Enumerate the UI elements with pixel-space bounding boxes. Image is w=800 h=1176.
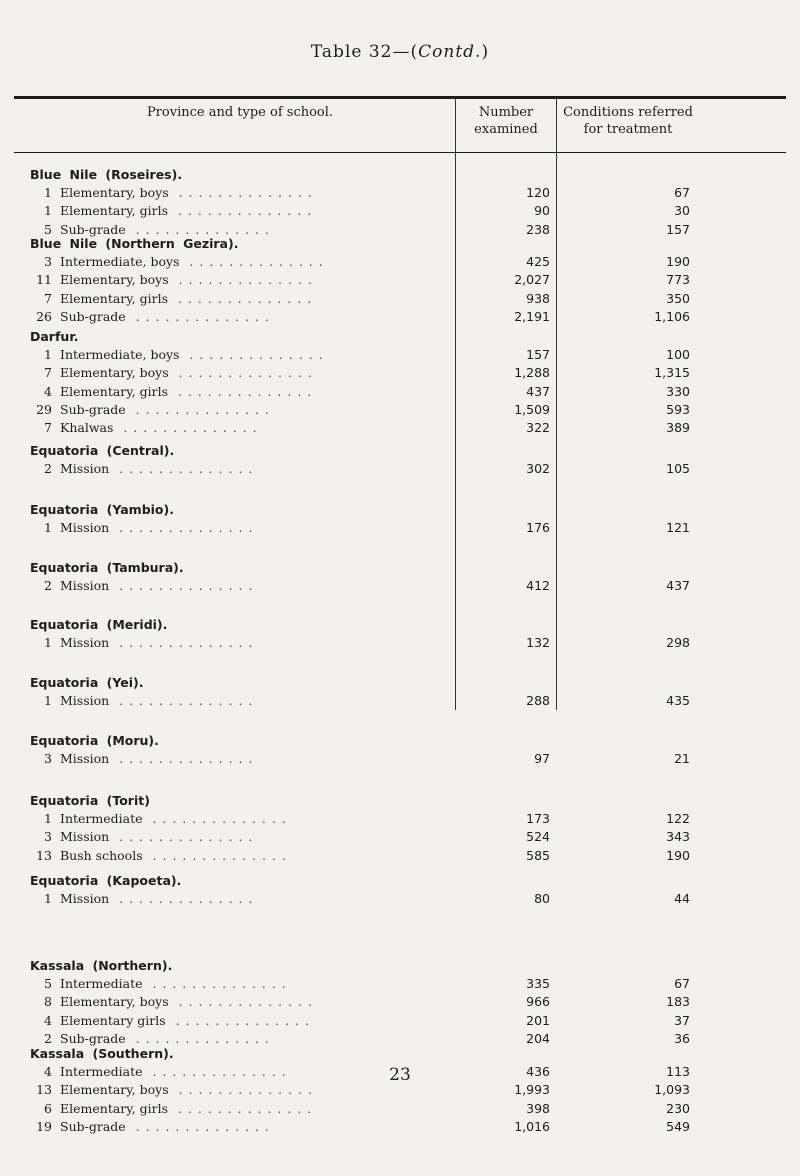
school-type-cell: [60, 461, 480, 476]
school-count: 19: [36, 1118, 52, 1134]
school-count: 1: [44, 891, 52, 906]
school-type: Sub-grade: [60, 1118, 126, 1134]
number-examined: 288: [526, 693, 550, 708]
school-type: Intermediate, boys: [60, 254, 180, 269]
number-examined: 938: [526, 290, 550, 306]
school-type: Elementary, boys: [60, 1082, 169, 1098]
number-examined: 97: [534, 751, 550, 766]
leader-dots: . . . . . . . . . . . . . .: [168, 272, 313, 288]
table-row: [0, 347, 800, 363]
table-row: [0, 1101, 800, 1117]
number-examined: 120: [526, 185, 550, 200]
conditions-referred: 437: [666, 578, 690, 593]
table-title: Table 32—(Contd.): [310, 42, 490, 62]
leader-dots: . . . . . . . . . . . . . .: [168, 383, 313, 399]
number-examined: 322: [526, 420, 550, 436]
school-type: Bush schools: [60, 847, 143, 863]
header-province: Province and type of school.: [146, 105, 334, 120]
table-row: [0, 185, 800, 201]
number-examined: 2,027: [514, 272, 550, 288]
school-type: Mission: [60, 635, 110, 650]
section-heading: Equatoria (Tambura).: [30, 560, 184, 575]
school-count: 1: [44, 347, 52, 362]
conditions-referred: 21: [674, 751, 690, 766]
number-examined: 80: [534, 891, 550, 906]
school-count: 3: [44, 751, 52, 766]
table-row: [0, 829, 800, 845]
number-examined: 132: [526, 635, 550, 650]
number-examined: 1,288: [514, 365, 550, 381]
section-heading: Darfur.: [30, 329, 79, 344]
school-count: 1: [44, 203, 52, 219]
leader-dots: . . . . . . . . . . . . . .: [168, 994, 313, 1010]
section-heading: Equatoria (Meridi).: [30, 617, 168, 632]
header-conditions: Conditions referred for treatment: [563, 105, 693, 137]
section-heading: Equatoria (Moru).: [30, 733, 159, 748]
leader-dots: . . . . . . . . . . . . . .: [168, 290, 313, 306]
school-type-cell: [60, 1013, 480, 1028]
school-type: Intermediate: [60, 811, 143, 826]
number-examined: 90: [534, 203, 550, 219]
school-type-cell: [60, 1031, 480, 1046]
school-type: Sub-grade: [60, 401, 126, 417]
conditions-referred: 350: [666, 290, 690, 306]
school-count: 2: [44, 1030, 52, 1046]
table-row: [0, 272, 800, 288]
number-examined: 436: [526, 1064, 550, 1079]
section-heading: Blue Nile (Roseires).: [30, 167, 183, 182]
school-count: 6: [44, 1100, 52, 1116]
school-type: Elementary, boys: [60, 185, 169, 200]
leader-dots: . . . . . . . . . . . . . .: [168, 1100, 313, 1116]
number-examined: 1,016: [514, 1118, 550, 1134]
school-type-cell: [60, 1119, 480, 1134]
school-type-cell: [60, 994, 480, 1009]
leader-dots: . . . . . . . . . . . . . .: [109, 891, 254, 906]
school-type-cell: [60, 829, 480, 844]
number-examined: 585: [526, 847, 550, 863]
table-row: [0, 420, 800, 436]
school-type: Sub-grade: [60, 1030, 126, 1046]
school-type-cell: [60, 203, 480, 218]
number-examined: 412: [526, 578, 550, 593]
table-row: [0, 693, 800, 709]
number-examined: 238: [526, 221, 550, 237]
school-type: Mission: [60, 520, 110, 535]
school-type: Intermediate: [60, 1064, 143, 1079]
leader-dots: . . . . . . . . . . . . . .: [168, 365, 313, 381]
section-heading: Kassala (Southern).: [30, 1046, 174, 1061]
school-type-cell: [60, 365, 480, 380]
school-type: Mission: [60, 751, 110, 766]
leader-dots: . . . . . . . . . . . . . .: [142, 976, 287, 991]
school-type: Mission: [60, 891, 110, 906]
school-type: Sub-grade: [60, 308, 126, 324]
school-count: 5: [44, 976, 52, 991]
table-row: [0, 994, 800, 1010]
conditions-referred: 30: [674, 203, 690, 219]
section-heading: Equatoria (Yei).: [30, 675, 144, 690]
number-examined: 176: [526, 520, 550, 535]
table-title-prefix: Table 32—: [310, 42, 411, 62]
leader-dots: . . . . . . . . . . . . . .: [142, 811, 287, 826]
school-count: 1: [44, 693, 52, 708]
school-count: 8: [44, 994, 52, 1010]
conditions-referred: 549: [666, 1118, 690, 1134]
conditions-referred: 183: [666, 994, 690, 1010]
conditions-referred: 190: [666, 254, 690, 269]
conditions-referred: 593: [666, 401, 690, 417]
number-examined: 524: [526, 829, 550, 845]
leader-dots: . . . . . . . . . . . . . .: [109, 693, 254, 708]
number-examined: 2,191: [514, 308, 550, 324]
leader-dots: . . . . . . . . . . . . . .: [165, 1012, 310, 1028]
section-heading: Kassala (Northern).: [30, 958, 173, 973]
conditions-referred: 343: [666, 829, 690, 845]
table-row: [0, 1119, 800, 1135]
school-type-cell: [60, 272, 480, 287]
school-type-cell: [60, 976, 480, 991]
school-count: 2: [44, 461, 52, 476]
school-type: Mission: [60, 578, 110, 593]
table-row: [0, 1013, 800, 1029]
number-examined: 201: [526, 1012, 550, 1028]
school-count: 1: [44, 185, 52, 200]
leader-dots: . . . . . . . . . . . . . .: [109, 751, 254, 766]
school-type-cell: [60, 848, 480, 863]
conditions-referred: 435: [666, 693, 690, 708]
leader-dots: . . . . . . . . . . . . . .: [109, 461, 254, 476]
conditions-referred: 1,315: [654, 365, 690, 381]
table-row: [0, 635, 800, 651]
school-type-cell: [60, 693, 480, 708]
school-count: 4: [44, 383, 52, 399]
header-number: Number examined: [474, 105, 538, 137]
school-type: Sub-grade: [60, 221, 126, 237]
conditions-referred: 100: [666, 347, 690, 362]
conditions-referred: 190: [666, 847, 690, 863]
number-examined: 173: [526, 811, 550, 826]
school-count: 26: [36, 308, 52, 324]
school-count: 4: [44, 1012, 52, 1028]
school-type-cell: [60, 185, 480, 200]
school-type: Intermediate, boys: [60, 347, 180, 362]
number-examined: 1,509: [514, 401, 550, 417]
school-type: Elementary, girls: [60, 203, 169, 219]
school-type-cell: [60, 751, 480, 766]
school-type-cell: [60, 811, 480, 826]
section-heading: Equatoria (Central).: [30, 443, 175, 458]
school-type: Elementary, girls: [60, 1100, 169, 1116]
school-type-cell: [60, 635, 480, 650]
number-examined: 398: [526, 1100, 550, 1116]
school-count: 2: [44, 578, 52, 593]
table-row: [0, 291, 800, 307]
number-examined: 425: [526, 254, 550, 269]
leader-dots: . . . . . . . . . . . . . .: [125, 308, 270, 324]
conditions-referred: 157: [666, 221, 690, 237]
conditions-referred: 121: [666, 520, 690, 535]
leader-dots: . . . . . . . . . . . . . .: [109, 635, 254, 650]
conditions-referred: 36: [674, 1030, 690, 1046]
section-heading: Equatoria (Torit): [30, 793, 150, 808]
leader-dots: . . . . . . . . . . . . . .: [125, 401, 270, 417]
school-type: Intermediate: [60, 976, 143, 991]
school-type: Mission: [60, 693, 110, 708]
section-heading: Blue Nile (Northern Gezira).: [30, 236, 239, 251]
school-type: Mission: [60, 461, 110, 476]
school-type: Elementary, boys: [60, 994, 169, 1010]
school-count: 29: [36, 401, 52, 417]
school-type-cell: [60, 578, 480, 593]
school-type-cell: [60, 347, 480, 362]
school-count: 4: [44, 1064, 52, 1079]
school-type: Elementary, boys: [60, 365, 169, 381]
school-type-cell: [60, 891, 480, 906]
school-type-cell: [60, 420, 480, 435]
table-row: [0, 365, 800, 381]
leader-dots: . . . . . . . . . . . . . .: [179, 254, 324, 269]
leader-dots: . . . . . . . . . . . . . .: [109, 520, 254, 535]
leader-dots: . . . . . . . . . . . . . .: [125, 221, 270, 237]
school-type-cell: [60, 402, 480, 417]
school-count: 7: [44, 290, 52, 306]
table-row: [0, 1031, 800, 1047]
conditions-referred: 1,093: [654, 1082, 690, 1098]
school-count: 3: [44, 829, 52, 845]
header-rule: [14, 152, 786, 153]
leader-dots: . . . . . . . . . . . . . .: [168, 1082, 313, 1098]
conditions-referred: 389: [666, 420, 690, 436]
school-count: 13: [36, 1082, 52, 1098]
school-type-cell: [60, 384, 480, 399]
section-heading: Equatoria (Kapoeta).: [30, 873, 182, 888]
school-count: 1: [44, 635, 52, 650]
leader-dots: . . . . . . . . . . . . . .: [179, 347, 324, 362]
number-examined: 335: [526, 976, 550, 991]
table-row: [0, 976, 800, 992]
table-row: [0, 254, 800, 270]
school-type-cell: [60, 520, 480, 535]
conditions-referred: 122: [666, 811, 690, 826]
school-type: Elementary, girls: [60, 383, 169, 399]
table-row: [0, 520, 800, 536]
table-row: [0, 848, 800, 864]
table-row: [0, 751, 800, 767]
conditions-referred: 773: [666, 272, 690, 288]
leader-dots: . . . . . . . . . . . . . .: [125, 1030, 270, 1046]
table-row: [0, 402, 800, 418]
number-examined: 157: [526, 347, 550, 362]
conditions-referred: 230: [666, 1100, 690, 1116]
table-title-italic: Contd.: [418, 42, 482, 62]
number-examined: 437: [526, 383, 550, 399]
table-row: [0, 384, 800, 400]
number-examined: 302: [526, 461, 550, 476]
table-row: [0, 811, 800, 827]
school-type-cell: [60, 309, 480, 324]
page-number: 23: [389, 1065, 411, 1085]
school-type: Elementary girls: [60, 1012, 166, 1028]
school-type: Khalwas: [60, 420, 114, 436]
table-row: [0, 203, 800, 219]
conditions-referred: 105: [666, 461, 690, 476]
school-count: 1: [44, 811, 52, 826]
school-type-cell: [60, 291, 480, 306]
leader-dots: . . . . . . . . . . . . . .: [142, 1064, 287, 1079]
school-count: 1: [44, 520, 52, 535]
conditions-referred: 330: [666, 383, 690, 399]
school-count: 7: [44, 365, 52, 381]
leader-dots: . . . . . . . . . . . . . .: [113, 420, 258, 436]
conditions-referred: 37: [674, 1012, 690, 1028]
leader-dots: . . . . . . . . . . . . . .: [109, 829, 254, 845]
leader-dots: . . . . . . . . . . . . . .: [142, 847, 287, 863]
school-type: Elementary, boys: [60, 272, 169, 288]
conditions-referred: 67: [674, 976, 690, 991]
school-count: 11: [36, 272, 52, 288]
conditions-referred: 1,106: [654, 308, 690, 324]
conditions-referred: 44: [674, 891, 690, 906]
school-type: Mission: [60, 829, 110, 845]
leader-dots: . . . . . . . . . . . . . .: [168, 185, 313, 200]
top-rule: [14, 96, 786, 99]
section-heading: Equatoria (Yambio).: [30, 502, 174, 517]
school-type-cell: [60, 222, 480, 237]
number-examined: 966: [526, 994, 550, 1010]
number-examined: 204: [526, 1030, 550, 1046]
school-count: 3: [44, 254, 52, 269]
leader-dots: . . . . . . . . . . . . . .: [168, 203, 313, 219]
table-row: [0, 461, 800, 477]
school-count: 13: [36, 847, 52, 863]
conditions-referred: 298: [666, 635, 690, 650]
table-row: [0, 891, 800, 907]
leader-dots: . . . . . . . . . . . . . .: [125, 1118, 270, 1134]
school-count: 5: [44, 221, 52, 237]
school-count: 7: [44, 420, 52, 436]
table-row: [0, 578, 800, 594]
school-type-cell: [60, 1101, 480, 1116]
school-type: Elementary, girls: [60, 290, 169, 306]
table-row: [0, 309, 800, 325]
leader-dots: . . . . . . . . . . . . . .: [109, 578, 254, 593]
conditions-referred: 113: [666, 1064, 690, 1079]
conditions-referred: 67: [674, 185, 690, 200]
school-type-cell: [60, 254, 480, 269]
number-examined: 1,993: [514, 1082, 550, 1098]
